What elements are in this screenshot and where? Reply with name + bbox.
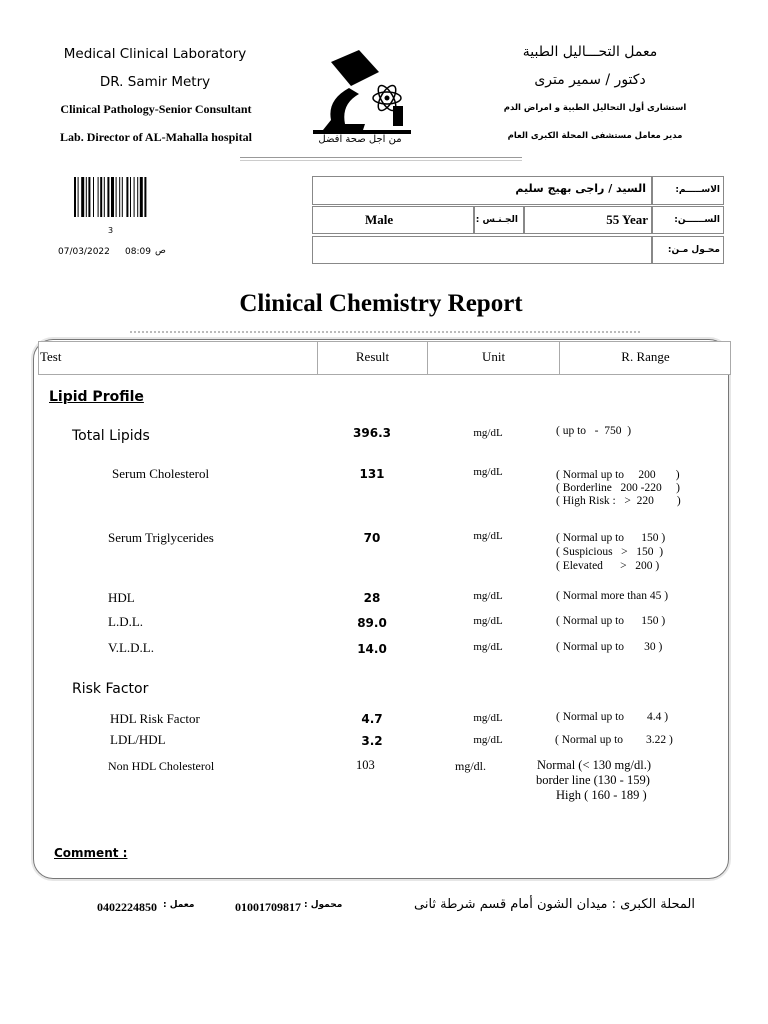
test-unit: mg/dL (473, 641, 503, 653)
barcode (72, 177, 172, 219)
logo-slogan: من اجل صحة افضل (318, 134, 402, 145)
lab-name-en: Medical Clinical Laboratory (63, 46, 247, 62)
name-label-box (652, 176, 724, 205)
header-divider-thin (240, 160, 522, 161)
test-name: Serum Cholesterol (112, 466, 210, 481)
test-result: 396.3 (353, 426, 391, 440)
test-unit: mg/dL (473, 466, 503, 478)
test-name: Serum Triglycerides (108, 530, 214, 545)
patient-sex: Male (365, 212, 394, 227)
lab-logo (305, 48, 435, 152)
test-unit: mg/dL (473, 712, 503, 724)
sex-value-box (312, 206, 474, 234)
test-name: HDL (108, 590, 135, 605)
header-test: Test (40, 349, 62, 364)
referral-label-box (652, 236, 724, 264)
patient-age: 55 Year (606, 212, 648, 227)
patient-name: السيد / راجى بهيج سليم (515, 182, 646, 195)
test-name: V.L.D.L. (108, 640, 154, 655)
report-time: 08:09 (125, 247, 151, 257)
test-range: ( Suspicious > 150 ) (556, 546, 664, 558)
test-name: LDL/HDL (110, 732, 166, 747)
test-range: ( High Risk : > 220 ) (556, 495, 681, 507)
test-unit: mg/dL (473, 427, 503, 439)
mobile-phone: 01001709817 (235, 900, 301, 914)
test-range: ( Normal up to 150 ) (556, 615, 666, 627)
test-name: HDL Risk Factor (110, 711, 200, 726)
doctor-title-en: Clinical Pathology-Senior Consultant (60, 102, 252, 116)
test-range: ( Borderline 200 -220 ) (556, 482, 680, 494)
name-label: الاســـــم: (675, 185, 720, 195)
test-range: border line (130 - 159) (536, 773, 650, 787)
test-result: 4.7 (361, 712, 383, 726)
test-range: Normal (< 130 mg/dl.) (537, 758, 651, 772)
doctor-name-en: DR. Samir Metry (99, 74, 211, 90)
report-date: 07/03/2022 (58, 247, 110, 257)
lab-phone: 0402224850 (97, 900, 157, 914)
test-result: 89.0 (357, 616, 387, 630)
test-result: 14.0 (357, 642, 387, 656)
referral-value-box (312, 236, 652, 264)
test-result: 28 (363, 591, 381, 605)
age-label-box (652, 206, 724, 234)
test-name: Non HDL Cholesterol (108, 759, 215, 773)
test-range: ( Normal more than 45 ) (556, 590, 669, 602)
test-range: ( Normal up to 150 ) (556, 532, 666, 544)
test-result: 3.2 (361, 734, 383, 748)
test-range: ( Normal up to 200 ) (556, 469, 680, 481)
report-time-suffix: ص (155, 246, 166, 256)
lab-name-ar: معمل التحـــاليل الطبية (522, 44, 658, 60)
sex-label-box (474, 206, 524, 234)
patient-name-box (312, 176, 652, 205)
test-result: 70 (363, 531, 381, 545)
header-divider (240, 157, 522, 158)
referral-label: محـول مـن: (667, 245, 720, 255)
test-name: L.D.L. (108, 614, 144, 629)
barcode-number: 3 (108, 226, 114, 235)
lab-address: المحلة الكبرى : ميدان الشون أمام قسم شرطة ثانى (414, 897, 695, 912)
comment-label: Comment : (54, 846, 128, 860)
test-unit: mg/dL (473, 615, 503, 627)
test-range: ( up to - 750 ) (556, 425, 632, 437)
header-unit: Unit (427, 341, 559, 375)
test-unit: mg/dL (473, 530, 503, 542)
doctor-name-ar: دكتور / سمير مترى (534, 72, 646, 88)
header-range: R. Range (559, 341, 731, 375)
test-unit: mg/dL (473, 590, 503, 602)
section-lipid-profile: Lipid Profile (49, 389, 144, 405)
test-range: ( Normal up to 3.22 ) (555, 734, 673, 746)
director-ar: مدير معامل مستشفى المحلة الكبرى العام (507, 131, 683, 141)
lab-phone-label: معمل : (163, 900, 195, 910)
test-result: 131 (359, 467, 385, 481)
age-value-box (524, 206, 652, 234)
test-name: Total Lipids (72, 428, 150, 444)
test-unit: mg/dl. (455, 759, 487, 773)
sex-label: الجـنـس : (475, 215, 518, 225)
test-result: 103 (356, 758, 375, 772)
doctor-title-ar: استشارى أول التحاليل الطبية و امراض الدم (503, 103, 687, 113)
section-risk-factor: Risk Factor (72, 681, 149, 697)
test-range: ( Elevated > 200 ) (556, 560, 660, 572)
header-result: Result (317, 341, 427, 375)
director-en: Lab. Director of AL-Mahalla hospital (60, 130, 252, 144)
test-range: ( Normal up to 4.4 ) (556, 711, 669, 723)
title-underline (130, 331, 640, 333)
report-title: Clinical Chemistry Report (239, 290, 523, 317)
test-range: High ( 160 - 189 ) (556, 788, 647, 802)
test-range: ( Normal up to 30 ) (556, 641, 663, 653)
mobile-phone-label: محمول : (304, 900, 343, 910)
age-label: الســــــن: (674, 215, 720, 225)
test-unit: mg/dL (473, 734, 503, 746)
